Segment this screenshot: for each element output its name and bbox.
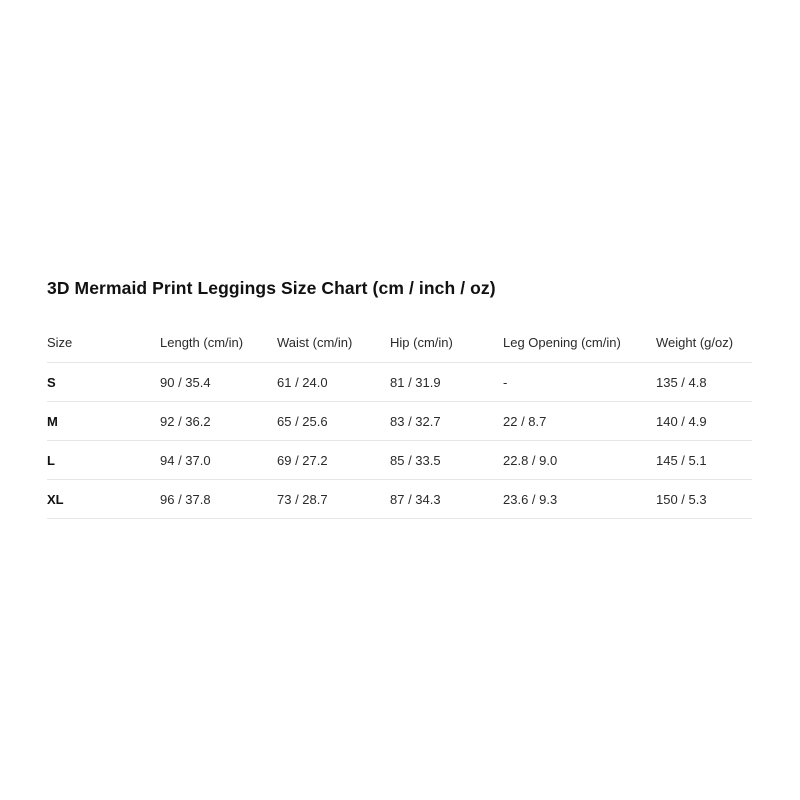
table-row [47, 480, 752, 519]
leg-opening-cell: - [503, 363, 656, 402]
length-cell: 96 / 37.8 [160, 480, 277, 519]
size-table [47, 322, 752, 519]
length-cell: 92 / 36.2 [160, 402, 277, 441]
size-cell: S [47, 363, 160, 402]
size-cell: L [47, 441, 160, 480]
length-cell: 94 / 37.0 [160, 441, 277, 480]
chart-title: 3D Mermaid Print Leggings Size Chart (cm / inch / oz) [47, 278, 496, 298]
waist-cell: 73 / 28.7 [277, 480, 390, 519]
leg-opening-cell: 22.8 / 9.0 [503, 441, 656, 480]
header-leg-opening: Leg Opening (cm/in) [503, 322, 656, 363]
leg-opening-cell: 23.6 / 9.3 [503, 480, 656, 519]
header-hip: Hip (cm/in) [390, 322, 503, 363]
header-waist: Waist (cm/in) [277, 322, 390, 363]
size-cell: XL [47, 480, 160, 519]
waist-cell: 61 / 24.0 [277, 363, 390, 402]
hip-cell: 87 / 34.3 [390, 480, 503, 519]
header-size: Size [47, 322, 160, 363]
weight-cell: 150 / 5.3 [656, 480, 752, 519]
hip-cell: 81 / 31.9 [390, 363, 503, 402]
header-length: Length (cm/in) [160, 322, 277, 363]
leg-opening-cell: 22 / 8.7 [503, 402, 656, 441]
table-row [47, 363, 752, 402]
table-row [47, 402, 752, 441]
weight-cell: 140 / 4.9 [656, 402, 752, 441]
weight-cell: 145 / 5.1 [656, 441, 752, 480]
size-cell: M [47, 402, 160, 441]
weight-cell: 135 / 4.8 [656, 363, 752, 402]
hip-cell: 83 / 32.7 [390, 402, 503, 441]
size-chart [47, 276, 752, 519]
table-row [47, 441, 752, 480]
length-cell: 90 / 35.4 [160, 363, 277, 402]
waist-cell: 65 / 25.6 [277, 402, 390, 441]
waist-cell: 69 / 27.2 [277, 441, 390, 480]
table-header-row [47, 322, 752, 363]
header-weight: Weight (g/oz) [656, 322, 752, 363]
hip-cell: 85 / 33.5 [390, 441, 503, 480]
